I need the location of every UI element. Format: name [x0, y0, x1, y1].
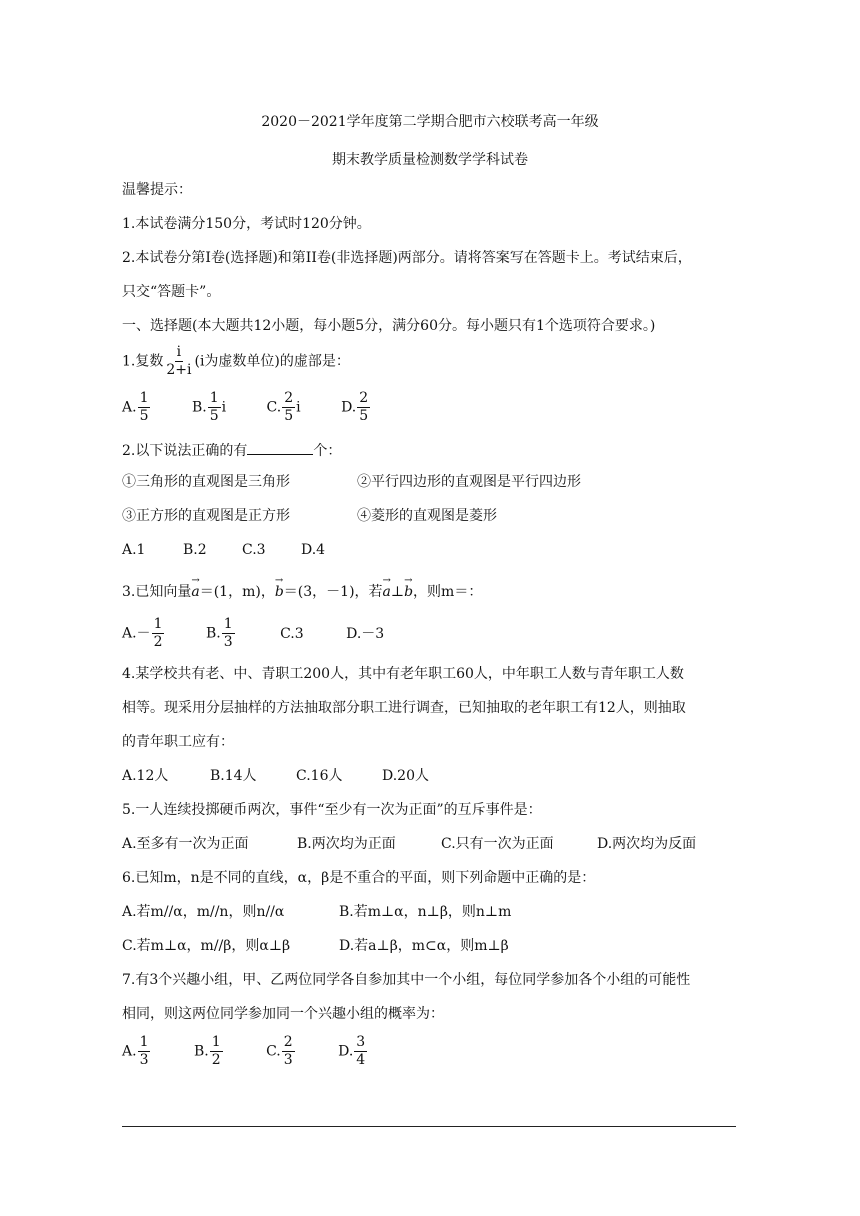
- section-heading: 一、选择题(本大题共12小题，每小题5分，满分60分。每小题只有1个选项符合要求。): [122, 318, 656, 334]
- vector-a: → a: [191, 582, 199, 602]
- option-label: D.: [338, 1043, 354, 1060]
- q3-text-2: ＝(1，m)，: [199, 584, 275, 600]
- q3-option-a: [122, 616, 165, 651]
- option-denominator: 2: [211, 1052, 221, 1068]
- vector-b: → b: [275, 582, 284, 602]
- question-2-stem: [122, 440, 341, 461]
- q7-option-a: [122, 1034, 151, 1069]
- option-numerator: 2: [283, 1034, 293, 1050]
- option-numerator: 1: [139, 390, 149, 406]
- q6-option-d: D.若a⊥β，m⊂α，则m⊥β: [339, 938, 509, 954]
- q6-option-b: B.若m⊥α，n⊥β，则n⊥m: [339, 904, 512, 920]
- option-denominator: 3: [139, 1052, 149, 1068]
- option-numerator: 1: [223, 616, 233, 632]
- page-title: 2020－2021学年度第二学期合肥市六校联考高一年级: [261, 114, 599, 130]
- answer-blank: [247, 440, 313, 455]
- q2-option-d: D.4: [301, 542, 326, 558]
- q1-option-c: [267, 390, 301, 425]
- question-4-line-1: 4.某学校共有老、中、青职工200人，其中有老年职工60人，中年职工人数与青年职工人数: [122, 666, 684, 682]
- q3-text-5: ，则m＝：: [413, 584, 483, 600]
- question-4-line-2: 相等。现采用分层抽样的方法抽取部分职工进行调查，已知抽取的老年职工有12人，则抽取: [122, 700, 686, 716]
- q4-option-b: B.14人: [210, 768, 257, 784]
- option-label: C.: [266, 1043, 281, 1060]
- q5-option-a: A.至多有一次为正面: [122, 836, 249, 852]
- q3-option-d: D.－3: [346, 625, 385, 642]
- option-suffix: i: [221, 399, 227, 416]
- option-numerator: 2: [284, 390, 294, 406]
- q7-option-c: [266, 1034, 296, 1069]
- option-denominator: 3: [283, 1052, 293, 1068]
- tip-2-line-2: 只交“答题卡”。: [122, 284, 221, 300]
- tip-1: 1.本试卷满分150分，考试时120分钟。: [122, 216, 371, 232]
- q3-option-c: C.3: [280, 625, 304, 642]
- option-label: C.: [266, 399, 282, 416]
- q1-suffix: (i为虚数单位)的虚部是：: [194, 353, 350, 370]
- option-denominator: 3: [223, 634, 233, 650]
- option-numerator: 1: [211, 1034, 221, 1050]
- q1-fraction: [164, 344, 193, 379]
- q2-option-b: B.2: [183, 542, 207, 558]
- q5-option-d: D.两次均为反面: [597, 836, 697, 852]
- q3-option-b: [206, 616, 236, 651]
- vector-b: → b: [404, 582, 413, 602]
- question-3-stem: [122, 582, 482, 602]
- option-label: B.: [191, 399, 207, 416]
- q1-option-d: [341, 390, 371, 425]
- question-7-line-2: 相同，则这两位同学参加同一个兴趣小组的概率为：: [122, 1006, 444, 1022]
- q2-statement-4: ④菱形的直观图是菱形: [357, 508, 497, 524]
- q5-option-c: C.只有一次为正面: [441, 836, 554, 852]
- option-denominator: 5: [139, 408, 149, 424]
- q3-text-3: ＝(3，－1)，若: [283, 584, 383, 600]
- option-label: A.: [122, 399, 137, 416]
- option-numerator: 2: [359, 390, 369, 406]
- q2-statement-2: ②平行四边形的直观图是平行四边形: [357, 474, 581, 490]
- question-6-stem: 6.已知m，n是不同的直线，α，β是不重合的平面，则下列命题中正确的是：: [122, 870, 596, 886]
- q1-option-a: [122, 390, 151, 425]
- option-denominator: 4: [356, 1052, 366, 1068]
- q2-suffix: 个：: [313, 443, 342, 459]
- q7-option-d: [338, 1034, 368, 1069]
- option-label: A.－: [122, 625, 151, 642]
- question-7-line-1: 7.有3个兴趣小组，甲、乙两位同学各自参加其中一个小组，每位同学参加各个小组的可能性: [122, 972, 691, 988]
- option-numerator: 1: [209, 390, 219, 406]
- q1-option-b: [192, 390, 226, 425]
- q6-option-c: C.若m⊥α，m//β，则α⊥β: [122, 938, 291, 954]
- q1-prefix: 1.复数: [122, 353, 164, 370]
- option-label: A.: [122, 1043, 137, 1060]
- question-3-options: [122, 616, 384, 651]
- question-4-line-3: 的青年职工应有：: [122, 734, 234, 750]
- option-label: B.: [205, 625, 221, 642]
- q4-option-a: A.12人: [122, 768, 169, 784]
- question-5-stem: 5.一人连续投掷硬币两次，事件“至少有一次为正面”的互斥事件是：: [122, 802, 542, 818]
- q4-option-d: D.20人: [382, 768, 429, 784]
- option-label: D.: [341, 399, 357, 416]
- question-7-options: [122, 1034, 368, 1069]
- q2-statement-3: ③正方形的直观图是正方形: [122, 508, 290, 524]
- q5-option-b: B.两次均为正面: [297, 836, 396, 852]
- q2-option-a: A.1: [122, 542, 146, 558]
- q4-option-c: C.16人: [296, 768, 343, 784]
- vector-a: → a: [383, 582, 391, 602]
- question-1-options: [122, 390, 371, 425]
- q7-option-b: [194, 1034, 224, 1069]
- q1-fraction-numerator: i: [176, 344, 182, 360]
- question-1-stem: [122, 344, 350, 379]
- option-numerator: 1: [139, 1034, 149, 1050]
- option-denominator: 2: [153, 634, 163, 650]
- footer-divider: [122, 1126, 736, 1127]
- tip-2-line-1: 2.本试卷分第I卷(选择题)和第II卷(非选择题)两部分。请将答案写在答题卡上。考试结束后，: [122, 250, 692, 266]
- option-suffix: i: [296, 399, 301, 416]
- option-denominator: 5: [209, 408, 219, 424]
- q2-statement-1: ①三角形的直观图是三角形: [122, 474, 290, 490]
- tips-heading: 温馨提示：: [122, 182, 192, 198]
- page-subtitle: 期末教学质量检测数学学科试卷: [332, 152, 528, 168]
- option-numerator: 1: [153, 616, 163, 632]
- option-numerator: 3: [356, 1034, 366, 1050]
- option-label: B.: [193, 1043, 209, 1060]
- q2-option-c: C.3: [242, 542, 266, 558]
- q3-text-1: 3.已知向量: [122, 584, 192, 600]
- q2-prefix: 2.以下说法正确的有: [122, 443, 248, 459]
- q1-fraction-denominator: 2+i: [166, 362, 192, 378]
- perpendicular-symbol: ⊥: [390, 584, 405, 600]
- option-denominator: 5: [359, 408, 369, 424]
- option-denominator: 5: [284, 408, 294, 424]
- q6-option-a: A.若m//α，m//n，则n//α: [122, 904, 285, 920]
